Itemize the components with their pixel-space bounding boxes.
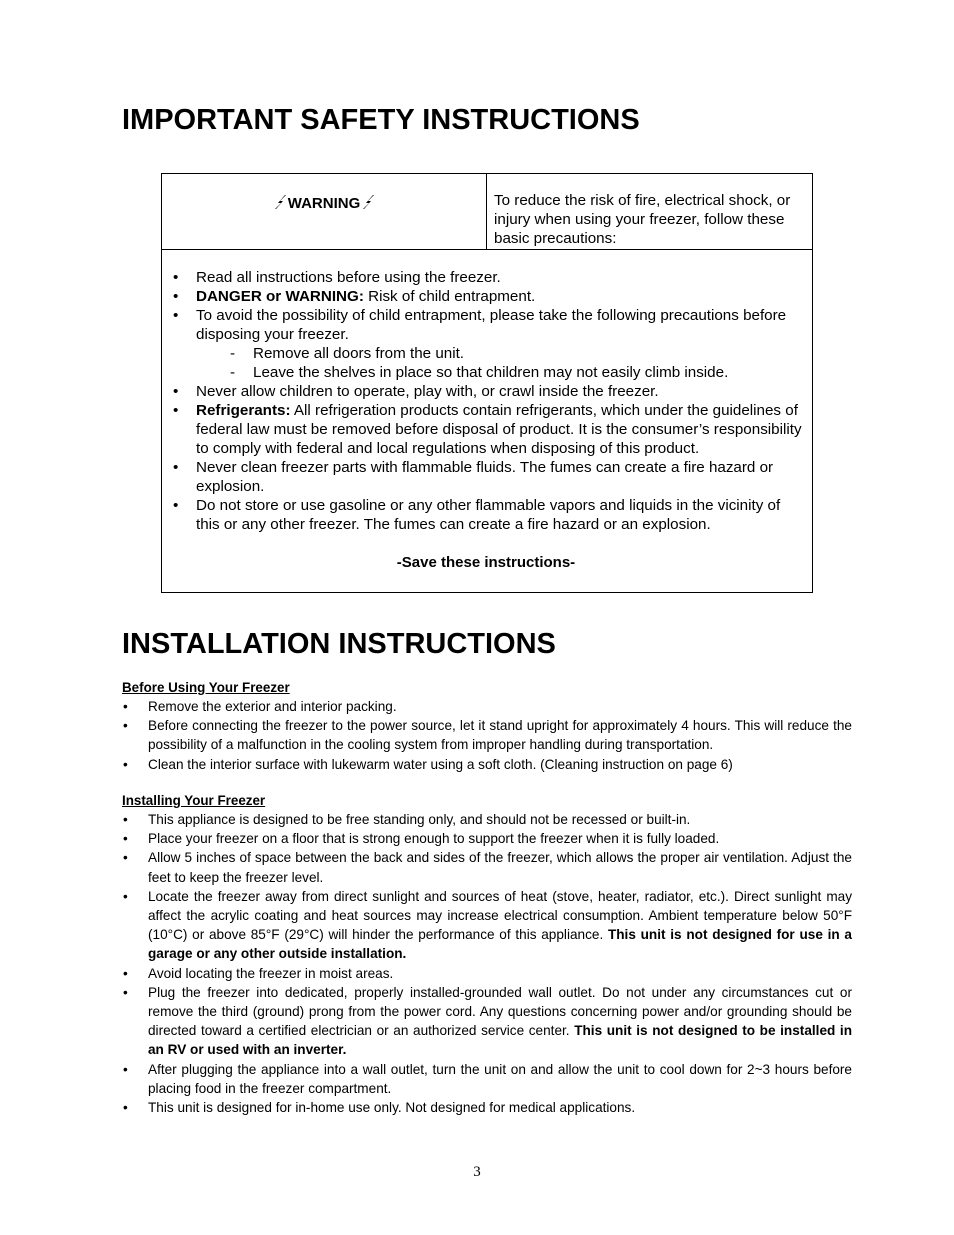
- warning-item-bold: DANGER or WARNING:: [196, 288, 364, 305]
- warning-item-text: Read all instructions before using the freezer.: [196, 269, 501, 286]
- installing-section: [122, 792, 852, 1117]
- warning-item-text: Risk of child entrapment.: [363, 288, 536, 305]
- safety-heading: IMPORTANT SAFETY INSTRUCTIONS: [122, 104, 640, 136]
- warning-item: [168, 306, 804, 344]
- warning-item-text: Never clean freezer parts with flammable fluids. The fumes can create a fire hazard or explosion.: [196, 459, 774, 495]
- list-item-text: After plugging the appliance into a wall outlet, turn the unit on and allow the unit to cool down for 2~3 hours before placing food in the freezer compartment.: [148, 1061, 852, 1096]
- before-using-list: [122, 697, 852, 774]
- save-instructions-note: -Save these instructions-: [396, 554, 576, 571]
- list-item-text: Allow 5 inches of space between the back and sides of the freezer, which allows the proper air ventilation. Adjust the feet to keep the freezer level.: [148, 850, 852, 885]
- list-item-text: This appliance is designed to be free standing only, and should not be recessed or built-in.: [148, 812, 691, 827]
- installation-heading: INSTALLATION INSTRUCTIONS: [122, 628, 556, 660]
- list-item-bold: This unit is not designed for use in a garage or any other outside installation.: [148, 927, 852, 962]
- warning-header-row: [162, 174, 812, 250]
- warning-item-bold: Refrigerants:: [196, 402, 291, 419]
- list-item: [122, 983, 852, 1060]
- before-using-title: Before Using Your Freezer: [122, 680, 290, 695]
- warning-sub-item: - Remove all doors from the unit.: [168, 344, 804, 363]
- list-item: [122, 964, 852, 983]
- list-item-bold: This unit is not designed to be installed in an RV or used with an inverter.: [148, 1023, 852, 1058]
- list-item-text: Plug the freezer into dedicated, properly installed-grounded wall outlet. Do not under any circumstances cut or remove the third (ground) prong from the power cord. Any questions concerning power and/or grounding should be directed toward a certified electrician or an authorized service center.: [148, 984, 852, 1039]
- warning-sub-item: - Leave the shelves in place so that children may not easily climb inside.: [168, 363, 804, 382]
- list-item-text: This unit is designed for in-home use only. Not designed for medical applications.: [148, 1100, 636, 1116]
- warning-item: [168, 382, 804, 401]
- warning-item: [168, 268, 804, 287]
- installing-title: Installing Your Freezer: [122, 793, 266, 808]
- list-item: • Remove the exterior and interior packing.: [122, 697, 852, 716]
- warning-box: [161, 173, 813, 593]
- warning-item-text: Never allow children to operate, play with, or crawl inside the freezer.: [196, 383, 659, 400]
- list-item: [122, 848, 852, 886]
- list-item: [122, 1098, 852, 1117]
- list-item: [122, 810, 852, 829]
- warning-item-text: Do not store or use gasoline or any other flammable vapors and liquids in the vicinity of this or any other freezer. The fumes can create a fire hazard or an explosion.: [196, 497, 781, 533]
- list-item-text: Locate the freezer away from direct sunlight and sources of heat (stove, heater, radiator, etc.). Direct sunlight may affect the acrylic coating and heat sources may increase electrical consumption. Ambient temperature below 50°F (10°C) or above 85°F (29°C) will hinder the performance of this appliance.: [148, 888, 852, 943]
- list-item: [122, 829, 852, 848]
- installing-list: [122, 810, 852, 1117]
- warning-list: [168, 268, 804, 534]
- warning-item: [168, 287, 804, 306]
- warning-label-cell: [162, 174, 487, 249]
- warning-item-text: All refrigeration products contain refrigerants, which under the guidelines of federal law must be removed before disposal of product. It is the consumer’s responsibility to comply with federal and local regulations when disposing of this product.: [196, 402, 802, 457]
- lightning-icon: [272, 194, 288, 210]
- list-item: • Before connecting the freezer to the power source, let it stand upright for approximately 4 hours. This will reduce the possibility of a malfunction in the cooling system from improper handling during transportation.: [122, 716, 852, 754]
- list-item: [122, 887, 852, 964]
- warning-intro: To reduce the risk of fire, electrical shock, or injury when using your freezer, follow these basic precautions:: [494, 192, 791, 247]
- list-item: [122, 1060, 852, 1098]
- page-number: 3: [473, 1164, 481, 1180]
- list-item-text: Avoid locating the freezer in moist areas.: [148, 965, 394, 981]
- warning-label: WARNING: [287, 195, 361, 212]
- list-item-text: Place your freezer on a floor that is strong enough to support the freezer when it is fully loaded.: [148, 831, 720, 847]
- warning-item: [168, 496, 804, 534]
- before-using-section: [122, 679, 852, 774]
- list-item: • Clean the interior surface with lukewarm water using a soft cloth. (Cleaning instruction on page 6): [122, 755, 852, 774]
- warning-item: [168, 401, 804, 458]
- warning-item: [168, 458, 804, 496]
- warning-item-text: To avoid the possibility of child entrapment, please take the following precautions before disposing your freezer.: [196, 307, 787, 343]
- warning-body: [162, 250, 812, 572]
- lightning-icon: [360, 194, 376, 210]
